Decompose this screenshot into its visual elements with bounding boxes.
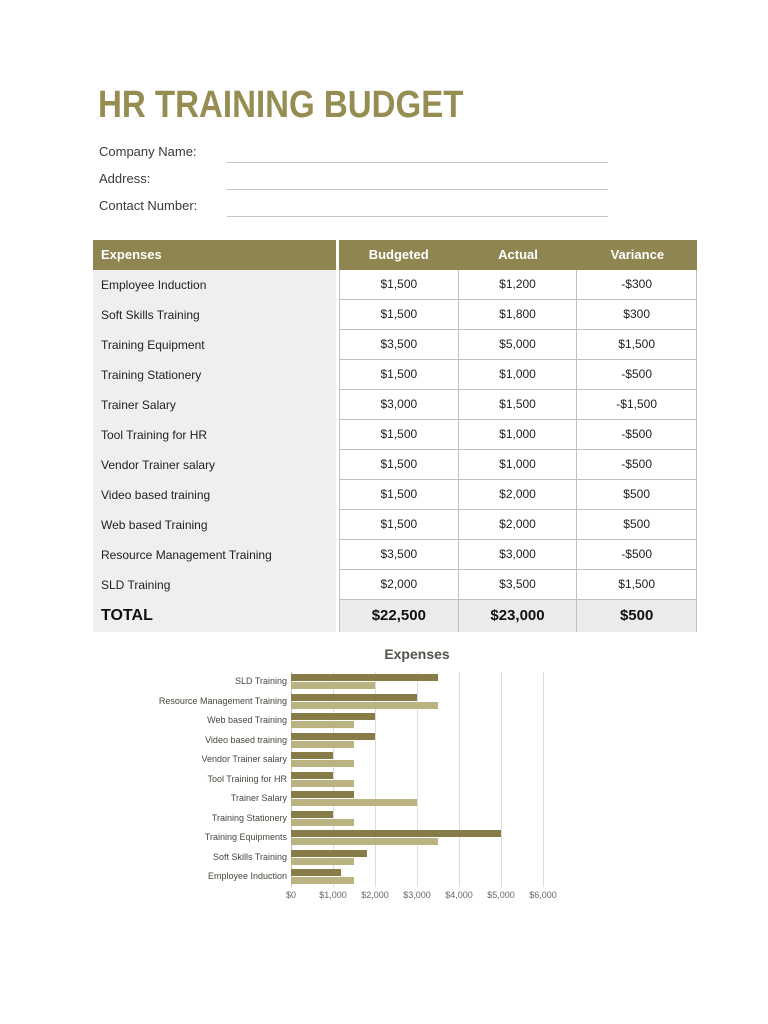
address-input-line[interactable] [227,167,608,190]
actual-bar [291,850,367,857]
expense-name: Vendor Trainer salary [101,458,216,472]
chart-category-row [131,770,571,790]
expense-name: Tool Training for HR [101,428,208,442]
contact-number-label: Contact Number: [99,198,198,213]
budgeted-cell: $1,500 [340,480,459,510]
variance-cell: -$500 [577,450,696,480]
chart-category-label: Soft Skills Training [212,851,287,862]
actual-cell: $2,000 [459,510,578,540]
budgeted-cell: $1,500 [340,300,459,330]
chart-bar-pair [291,731,543,751]
expense-name: Training Equipment [101,338,205,352]
chart-bar-pair [291,809,543,829]
actual-bar [291,752,333,759]
actual-cell: $5,000 [459,330,578,360]
chart-category-label: Vendor Trainer salary [201,754,287,764]
budgeted-bar [291,838,438,845]
chart-category-row [131,692,571,712]
variance-cell: -$300 [577,270,696,300]
variance-cell: $1,500 [577,570,696,600]
chart-category-label: SLD Training [234,676,287,686]
actual-bar [291,733,375,740]
company-info-form [99,137,608,218]
actual-cell: $1,000 [459,450,578,480]
actual-bar [291,830,501,837]
table-value-grid [339,270,697,632]
chart-category-label: Employee Induction [207,871,287,881]
expense-name: Training Stationery [101,368,202,382]
x-axis-tick-label: $0 [285,889,297,900]
chart-category-label: Resource Management Training [158,695,287,706]
actual-cell: $1,500 [459,390,578,420]
chart-category-row [131,848,571,868]
variance-cell: -$500 [577,360,696,390]
chart-bar-pair [291,750,543,770]
actual-cell: $1,200 [459,270,578,300]
chart-bar-pair [291,848,543,868]
chart-bar-pair [291,828,543,848]
table-body [93,270,697,632]
actual-bar [291,694,417,701]
header-numeric-group [339,240,697,270]
chart-category-label: Training Equipments [204,832,287,842]
actual-bar [291,713,375,720]
expense-name: Resource Management Training [101,548,272,562]
contact-number-row [99,191,608,217]
chart-category-row [131,672,571,692]
x-axis-tick-label: $3,000 [403,889,431,900]
expense-name: Employee Induction [101,278,207,292]
actual-bar [291,811,333,818]
budgeted-cell: $1,500 [340,360,459,390]
chart-category-label: Training Stationery [211,812,287,823]
budgeted-bar [291,858,354,865]
chart-category-row [131,828,571,848]
budgeted-bar [291,877,354,884]
variance-cell: -$500 [577,540,696,570]
address-row [99,164,608,190]
actual-cell: $1,800 [459,300,578,330]
budgeted-cell: $3,500 [340,330,459,360]
header-actual: Actual [498,247,538,262]
budgeted-cell: $1,500 [340,420,459,450]
expense-name: Trainer Salary [101,398,176,412]
budgeted-bar [291,819,354,826]
actual-cell: $3,000 [459,540,578,570]
actual-bar [291,772,333,779]
address-label: Address: [99,171,151,186]
x-axis-tick-label: $2,000 [361,889,389,900]
variance-cell: $500 [577,480,696,510]
total-actual-cell: $23,000 [459,600,578,632]
expense-name: Soft Skills Training [101,308,200,322]
chart-category-row [131,711,571,731]
variance-cell: $500 [577,510,696,540]
chart-category-row [131,867,571,887]
page-title: HR TRAINING BUDGET [98,84,464,126]
budgeted-cell: $3,000 [340,390,459,420]
variance-cell: -$500 [577,420,696,450]
budgeted-bar [291,799,417,806]
budgeted-cell: $1,500 [340,450,459,480]
table-header-row [93,240,697,270]
actual-bar [291,791,354,798]
chart-category-row [131,789,571,809]
chart-bar-pair [291,867,543,887]
company-name-input-line[interactable] [227,140,608,163]
budgeted-bar [291,780,354,787]
expense-name: Web based Training [101,518,208,532]
budgeted-bar [291,760,354,767]
chart-category-row [131,731,571,751]
variance-cell: $1,500 [577,330,696,360]
x-axis-tick-label: $1,000 [319,889,347,900]
chart-category-label: Trainer Salary [230,793,287,803]
budgeted-cell: $1,500 [340,270,459,300]
expenses-bar-chart [131,644,571,903]
chart-plot-area [131,672,571,887]
chart-bar-pair [291,711,543,731]
chart-bar-pair [291,692,543,712]
actual-cell: $2,000 [459,480,578,510]
total-variance-cell: $500 [577,600,696,632]
chart-title: Expenses [384,646,450,662]
chart-bar-pair [291,672,543,692]
actual-cell: $1,000 [459,360,578,390]
budgeted-bar [291,702,438,709]
chart-category-row [131,750,571,770]
header-variance: Variance [610,247,665,262]
variance-cell: -$1,500 [577,390,696,420]
total-label: TOTAL [101,607,153,624]
chart-bar-pair [291,789,543,809]
budgeted-cell: $2,000 [340,570,459,600]
chart-category-row [131,809,571,829]
header-budgeted: Budgeted [368,247,429,262]
company-name-row [99,137,608,163]
chart-category-label: Web based Training [207,715,287,725]
budgeted-bar [291,682,375,689]
x-axis-tick-label: $5,000 [487,889,515,900]
budgeted-bar [291,741,354,748]
actual-cell: $1,000 [459,420,578,450]
budgeted-cell: $3,500 [340,540,459,570]
expense-name: Video based training [101,488,211,502]
actual-bar [291,869,341,876]
chart-category-label: Tool Training for HR [207,773,287,784]
actual-bar [291,674,438,681]
budgeted-cell: $1,500 [340,510,459,540]
total-budgeted-cell: $22,500 [340,600,459,632]
budgeted-bar [291,721,354,728]
variance-cell: $300 [577,300,696,330]
expense-table [93,240,697,632]
x-axis-tick-label: $6,000 [529,889,557,900]
header-expenses: Expenses [93,240,336,270]
expense-name: SLD Training [101,578,171,592]
company-name-label: Company Name: [99,144,197,159]
x-axis-tick-label: $4,000 [445,889,473,900]
chart-category-label: Video based training [205,734,287,745]
actual-cell: $3,500 [459,570,578,600]
chart-x-axis [285,887,557,903]
chart-bar-pair [291,770,543,790]
contact-number-input-line[interactable] [227,194,608,217]
expense-label-column [93,270,336,632]
